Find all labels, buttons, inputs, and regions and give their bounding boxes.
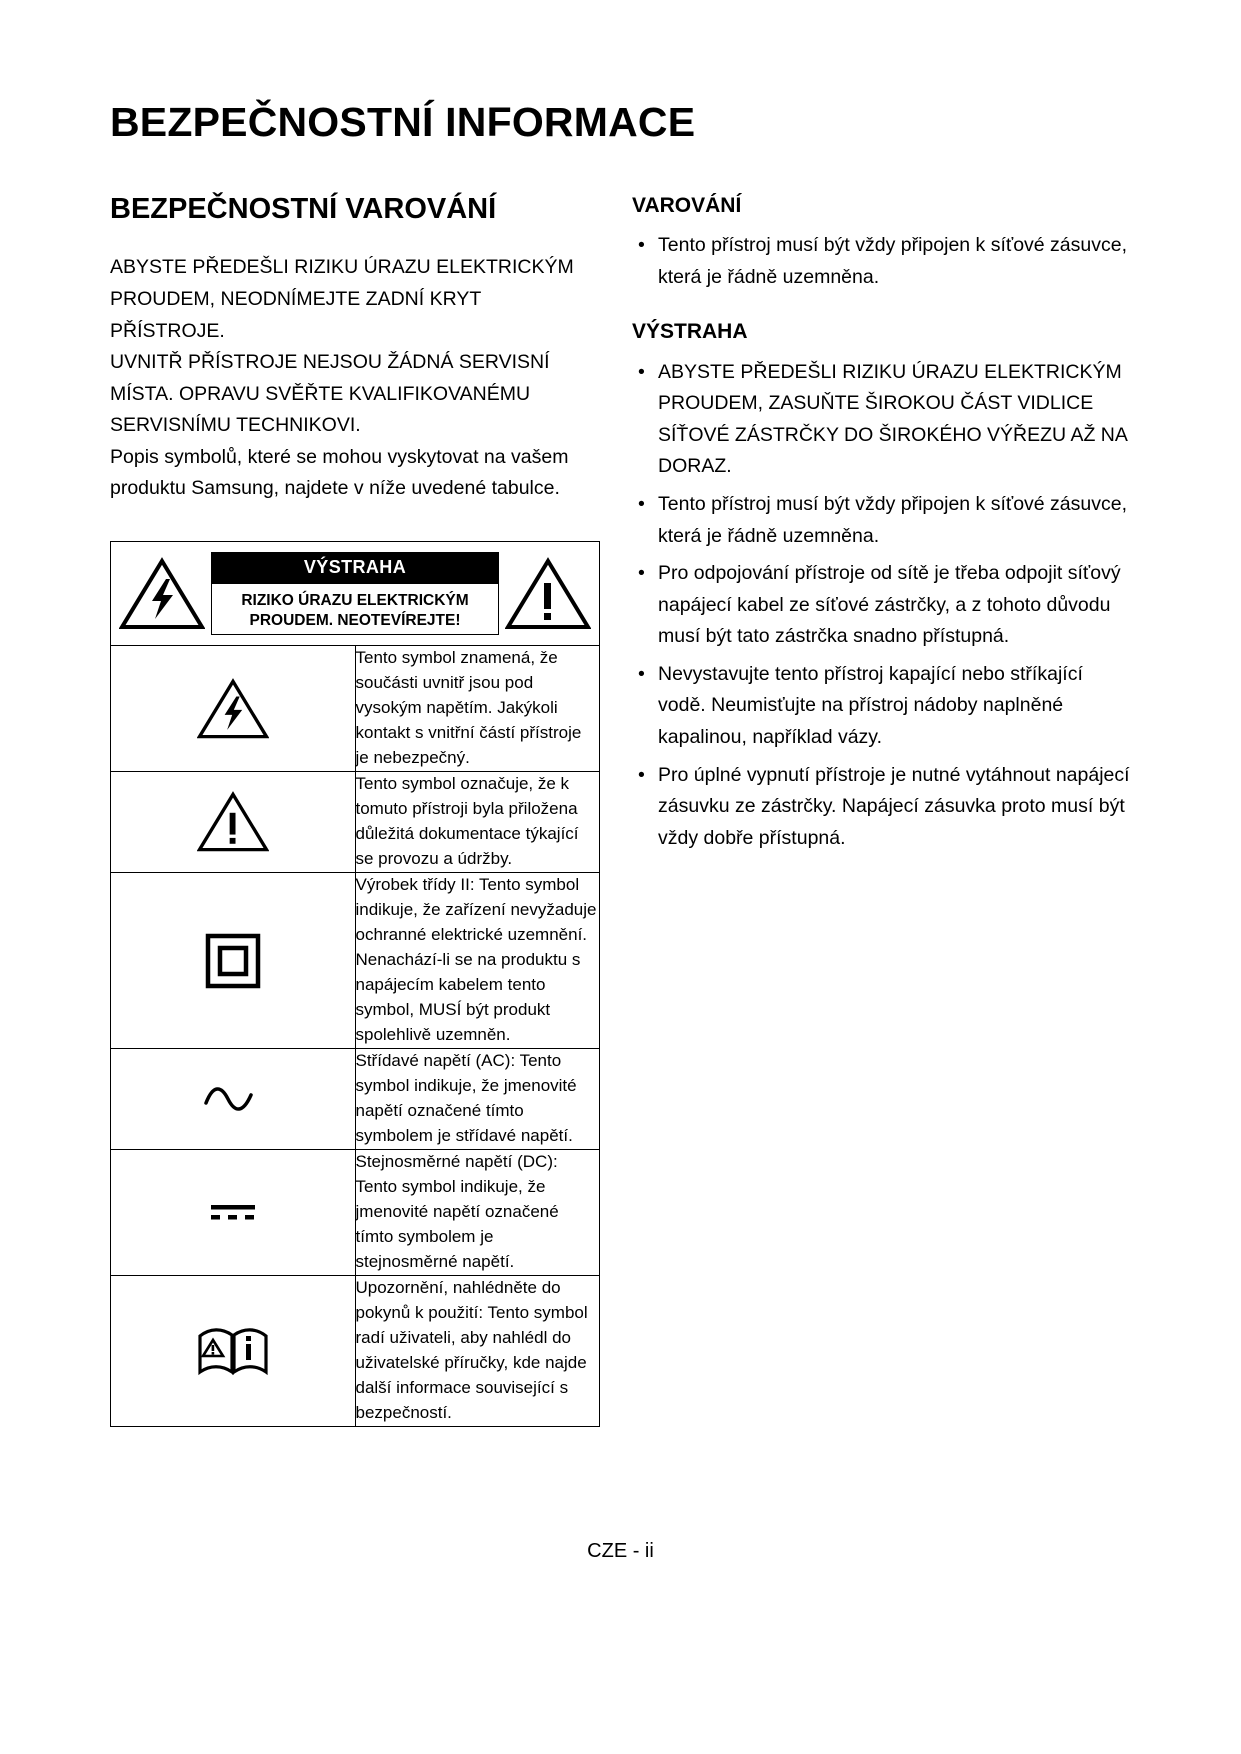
dc-voltage-icon bbox=[111, 1197, 355, 1227]
lightning-bolt-triangle-icon bbox=[111, 677, 355, 741]
list-item: • Nevystavujte tento přístroj kapající nebo stříkající vodě. Neumisťujte na přístroj nádoby naplněné kapalinou, například vázy. bbox=[632, 659, 1130, 754]
symbol-legend-table bbox=[110, 541, 600, 1427]
safety-paragraph-3: Popis symbolů, které se mohou vyskytovat na vašem produktu Samsung, najdete v níže uvedené tabulce. bbox=[110, 445, 569, 500]
page-footer: CZE - ii bbox=[587, 1540, 654, 1562]
lightning-bolt-triangle-icon bbox=[119, 557, 205, 631]
symbol-cell-high-voltage bbox=[111, 646, 356, 772]
exclamation-triangle-icon bbox=[111, 790, 355, 854]
symbol-cell-important-docs bbox=[111, 772, 356, 873]
table-row bbox=[111, 1049, 600, 1150]
warning-title: VAROVÁNÍ bbox=[632, 194, 742, 218]
symbol-cell-read-manual bbox=[111, 1275, 356, 1426]
symbol-cell-dc-voltage bbox=[111, 1150, 356, 1276]
caution-bar-label: VÝSTRAHA bbox=[211, 552, 499, 584]
symbol-cell-ac-voltage bbox=[111, 1049, 356, 1150]
table-row bbox=[111, 1150, 600, 1276]
caution-header bbox=[111, 542, 599, 645]
table-row bbox=[111, 772, 600, 873]
list-item: • ABYSTE PŘEDEŠLI RIZIKU ÚRAZU ELEKTRICKÝM PROUDEM, ZASUŇTE ŠIROKOU ČÁST VIDLICE SÍŤOVÉ ZÁSTRČKY DO ŠIROKÉHO VÝŘEZU AŽ NA DORAZ. bbox=[632, 357, 1130, 483]
table-row bbox=[111, 542, 600, 646]
symbol-description: Střídavé napětí (AC): Tento symbol indikuje, že jmenovité napětí označené tímto symbolem je střídavé napětí. bbox=[355, 1049, 600, 1150]
section-title-safety-warning: BEZPEČNOSTNÍ VAROVÁNÍ bbox=[110, 193, 497, 226]
symbol-description: Stejnosměrné napětí (DC): Tento symbol indikuje, že jmenovité napětí označené tímto symbolem je stejnosměrné napětí. bbox=[355, 1150, 600, 1276]
safety-paragraph-2: UVNITŘ PŘÍSTROJE NEJSOU ŽÁDNÁ SERVISNÍ MÍSTA. OPRAVU SVĚŘTE KVALIFIKOVANÉMU SERVISNÍMU TECHNIKOVI. bbox=[110, 351, 550, 437]
two-column-layout bbox=[110, 193, 1130, 1427]
table-row bbox=[111, 646, 600, 772]
list-item: • Tento přístroj musí být vždy připojen k síťové zásuvce, která je řádně uzemněna. bbox=[632, 489, 1130, 552]
caution-text-block bbox=[205, 552, 505, 635]
caution-sub-label: RIZIKO ÚRAZU ELEKTRICKÝM PROUDEM. NEOTEVÍREJTE! bbox=[211, 584, 499, 635]
symbol-description: Tento symbol znamená, že součásti uvnitř jsou pod vysokým napětím. Jakýkoli kontakt s vnitřní částí přístroje je nebezpečný. bbox=[355, 646, 600, 772]
symbol-description: Výrobek třídy II: Tento symbol indikuje, že zařízení nevyžaduje ochranné elektrické uzemnění. Nenachází-li se na produktu s napájecím kabelem tento symbol, MUSÍ být produkt spolehlivě uzemněn. bbox=[355, 873, 600, 1049]
class-two-double-square-icon bbox=[111, 931, 355, 991]
page-title: BEZPEČNOSTNÍ INFORMACE bbox=[110, 99, 696, 145]
read-manual-book-icon bbox=[111, 1322, 355, 1380]
symbol-cell-class-two bbox=[111, 873, 356, 1049]
caution-title: VÝSTRAHA bbox=[632, 320, 748, 344]
symbol-description: Tento symbol označuje, že k tomuto přístroji byla přiložena důležitá dokumentace týkající se provozu a údržby. bbox=[355, 772, 600, 873]
warning-list bbox=[632, 230, 1130, 293]
list-item: • Pro odpojování přístroje od sítě je třeba odpojit síťový napájecí kabel ze síťové zástrčky, a z tohoto důvodu musí být tato zástrčka snadno přístupná. bbox=[632, 558, 1130, 653]
table-row bbox=[111, 1275, 600, 1426]
right-column bbox=[632, 193, 1130, 860]
safety-paragraph-1: ABYSTE PŘEDEŠLI RIZIKU ÚRAZU ELEKTRICKÝM PROUDEM, NEODNÍMEJTE ZADNÍ KRYT PŘÍSTROJE. bbox=[110, 256, 574, 342]
symbol-description: Upozornění, nahlédněte do pokynů k použití: Tento symbol radí uživateli, aby nahlédl do uživatelské příručky, kde najde další informace související s bezpečností. bbox=[355, 1275, 600, 1426]
exclamation-triangle-icon bbox=[505, 557, 591, 631]
page-content bbox=[110, 100, 1130, 1427]
list-item: • Pro úplné vypnutí přístroje je nutné vytáhnout napájecí zásuvku ze zástrčky. Napájecí zásuvka proto musí být vždy dobře přístupná. bbox=[632, 760, 1130, 855]
table-row bbox=[111, 873, 600, 1049]
left-column bbox=[110, 193, 597, 1427]
caution-list bbox=[632, 357, 1130, 855]
ac-voltage-sine-icon bbox=[111, 1083, 355, 1115]
list-item: • Tento přístroj musí být vždy připojen k síťové zásuvce, která je řádně uzemněna. bbox=[632, 230, 1130, 293]
